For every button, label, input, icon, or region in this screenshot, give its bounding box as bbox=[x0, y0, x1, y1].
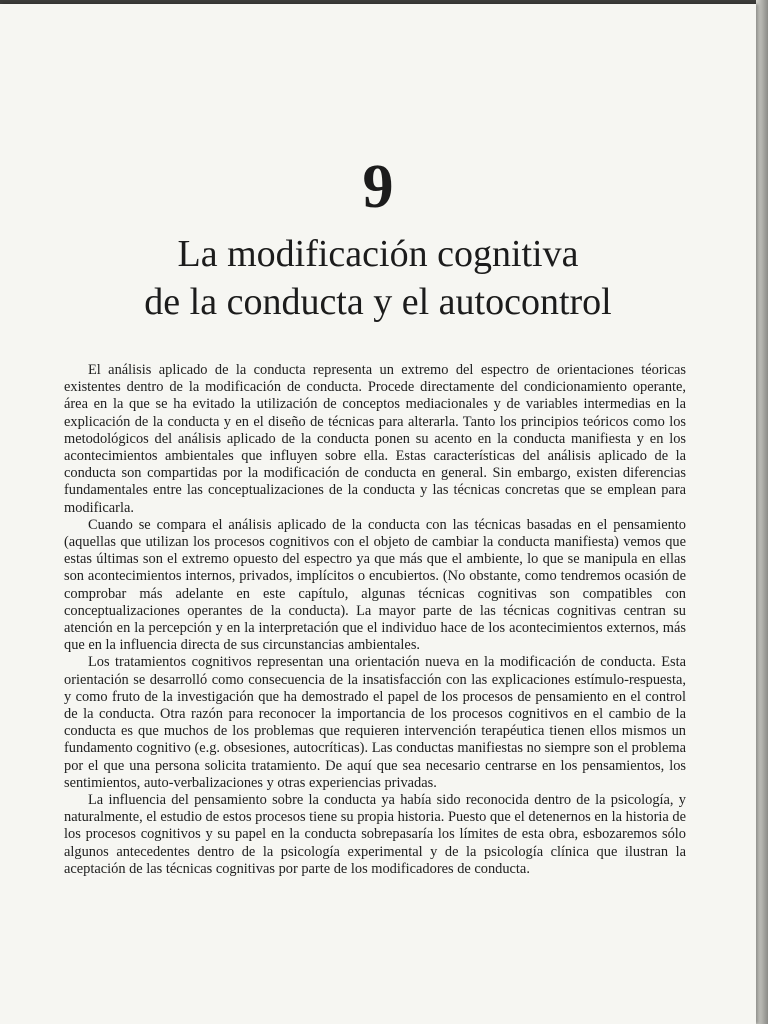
paragraph-3: Los tratamientos cognitivos representan una orientación nueva en la modificación de conducta. Esta orientación se desarrolló como consecuencia de la insatisfacción con las explicaciones estímulo-respuesta, y como fruto de la investigación que ha demostrado el papel de los procesos de pensamiento en el control de la conducta. Otra razón para reconocer la importancia de los procesos cognitivos en el cambio de la conducta es que muchos de los problemas que requieren intervención terapéutica tienen ellos mismos un fundamento cognitivo (e.g. obsesiones, autocríticas). Las conductas manifiestas no siempre son el problema por el que una persona solicita tratamiento. De aquí que sea necesario centrarse en los pensamientos, los sentimientos, auto-verbalizaciones y otras experiencias privadas. bbox=[64, 654, 686, 791]
chapter-number: 9 bbox=[362, 153, 394, 221]
chapter-title-line-1: La modificación cognitiva bbox=[177, 233, 579, 275]
chapter-body bbox=[64, 362, 686, 878]
chapter-title-line-2: de la conducta y el autocontrol bbox=[144, 281, 612, 323]
paragraph-2: Cuando se compara el análisis aplicado de la conducta con las técnicas basadas en el pensamiento (aquellas que utilizan los procesos cognitivos con el objeto de cambiar la conducta manifiesta) vemos que estas últimas son el extremo opuesto del espectro ya que más que el ambiente, lo que se manipula en ellas son acontecimientos internos, privados, implícitos o encubiertos. (No obstante, como tendremos ocasión de comprobar más adelante en este capítulo, algunas técnicas cognitivas son compatibles con conceptualizaciones operantes de la conducta). La mayor parte de las técnicas cognitivas centran su atención en la percepción y en la interpretación que el individuo hace de los acontecimientos externos, más que en la influencia directa de sus circunstancias ambientales. bbox=[64, 516, 686, 654]
paragraph-4: La influencia del pensamiento sobre la conducta ya había sido reconocida dentro de la psicología, y naturalmente, el estudio de estos procesos tiene su propia historia. Puesto que el detenernos en la historia de los procesos cognitivos y su papel en la conducta sobrepasaría los límites de esta obra, esbozaremos sólo algunos antecedentes dentro de la psicología experimental y de la psicología clínica que ilustran la aceptación de las técnicas cognitivas por parte de los modificadores de conducta. bbox=[64, 792, 686, 877]
scan-right-edge bbox=[756, 0, 768, 1024]
chapter-title bbox=[0, 230, 756, 326]
paragraph-1: El análisis aplicado de la conducta representa un extremo del espectro de orientaciones téoricas existentes dentro de la modificación de conducta. Procede directamente del condicionamiento operante, área en la que se ha evitado la utilización de conceptos mediacionales y de variables intermedias en la explicación de la conducta y en el diseño de técnicas para alterarla. Tanto los principios teóricos como los metodológicos del análisis aplicado de la conducta ponen su acento en la conducta manifiesta y en los acontecimientos ambientales que influyen sobre ella. Estas características del análisis aplicado de la conducta son compartidas por la modificación de conducta en general. Sin embargo, existen diferencias fundamentales entre las conceptualizaciones de la conducta y las técnicas concretas que se emplean para modificarla. bbox=[64, 362, 686, 516]
book-page bbox=[0, 4, 756, 1024]
